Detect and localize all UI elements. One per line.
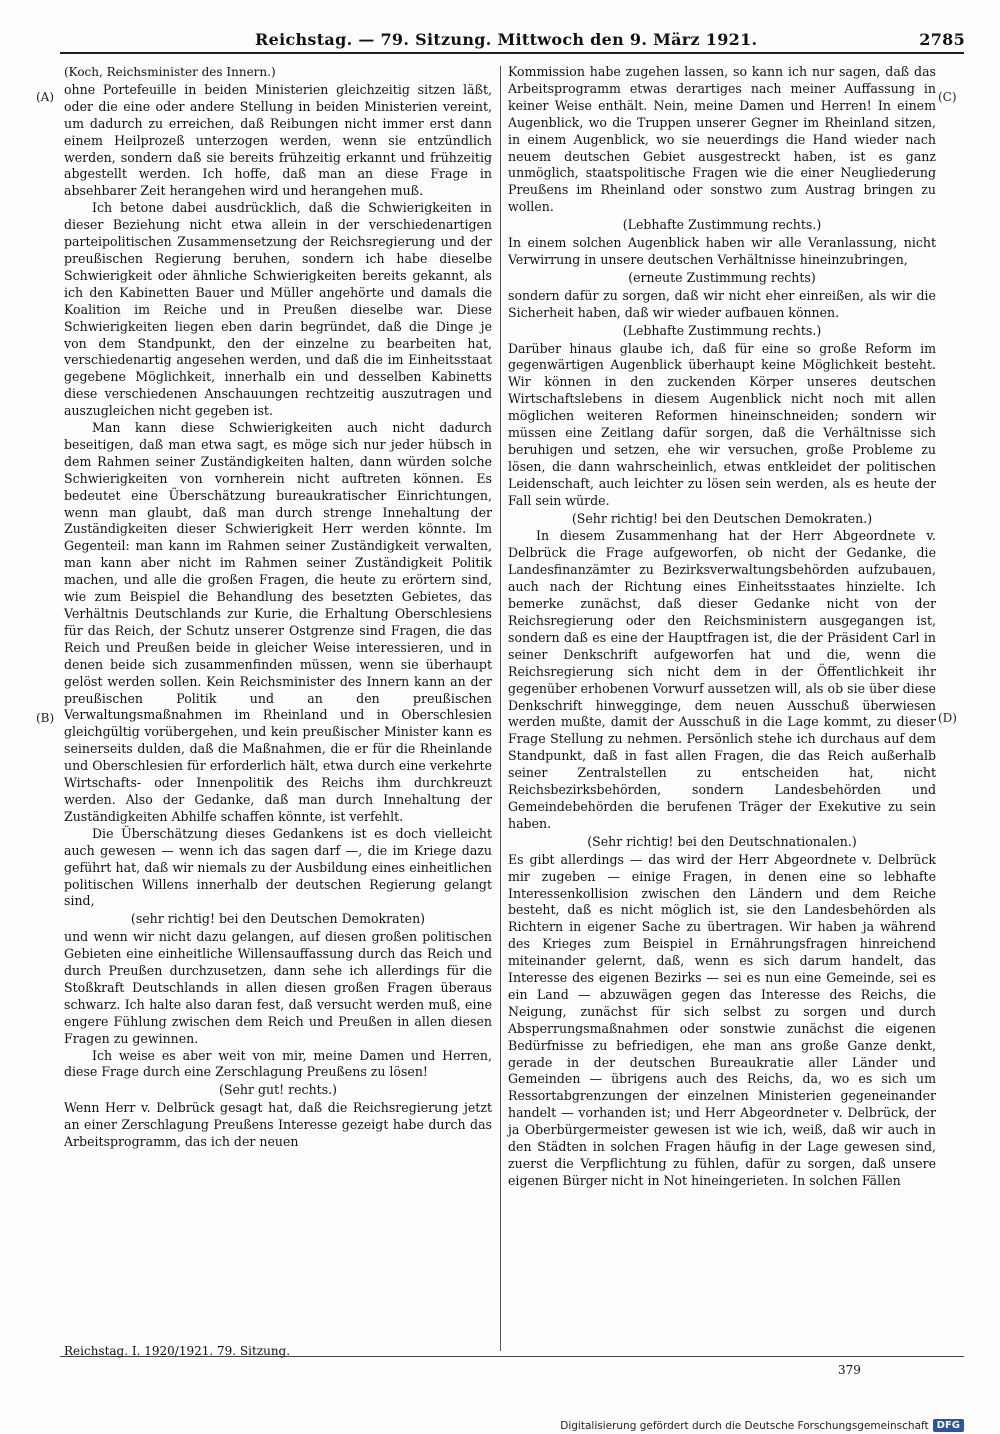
footer-page-number: 379	[838, 1363, 861, 1377]
margin-mark-b: (B)	[36, 711, 55, 725]
right-column	[508, 64, 936, 1190]
interjection: (Sehr gut! rechts.)	[218, 1082, 338, 1098]
header-page-number: 2785	[919, 30, 965, 49]
paragraph: Man kann diese Schwierigkeiten auch nicht dadurch beseitigen, daß man etwa sagt, es möge sich nur jeder hübsch in dem Rahmen seiner Zuständigkeiten halten, dann würden solche Schwierigkeiten von vornherein nicht auftreten können. Es bedeutet eine Überschätzung bureaukratischer Einrichtungen, wenn man glaubt, daß man durch strenge Innehaltung der Zuständigkeiten dieser Schwierigkeit Herr werden könnte. Im Gegenteil: man kann im Rahmen seiner Zuständigkeit verwalten, man kann aber nicht im Rahmen seiner Zuständigkeit Politik machen, und alle die großen Fragen, die heute zu erörtern sind, wie zum Beispiel die Behandlung des besetzten Gebietes, das Verhältnis Deutschlands zur Kurie, die Erhaltung Oberschlesiens für das Reich, der Schutz unserer Ostgrenze sind Fragen, die das Reich und Preußen beide in gleicher Weise interessieren, und in denen beide sich zusammenfinden müssen, wenn sie überhaupt gelöst werden sollen. Kein Reichsminister des Innern kann an der preußischen Politik und an den preußischen Verwaltungsmaßnahmen im Rheinland und in Oberschlesien gleichgültig vorübergehen, und kein preußischer Minister kann es seinerseits dulden, daß die Maßnahmen, die er für die Rheinlande und Oberschlesien für erforderlich hält, etwa durch eine verkehrte Wirtschafts- oder Innenpolitik des Reichs ihm durchkreuzt werden. Also der Gedanke, daß man durch Innehaltung der Zuständigkeiten Abhilfe schaffen könnte, ist verfehlt.	[64, 420, 492, 824]
interjection: (Sehr richtig! bei den Deutschen Demokraten.)	[571, 510, 873, 526]
paragraph: Die Überschätzung dieses Gedankens ist es doch vielleicht auch gewesen — wenn ich das sagen darf —, die im Kriege dazu geführt hat, daß wir niemals zu der Ausbildung eines einheitlichen politischen Willens innerhalb der deutschen Regierung gelangt sind,	[64, 825, 492, 909]
paragraph: Darüber hinaus glaube ich, daß für eine so große Reform im gegenwärtigen Augenblick überhaupt keine Möglichkeit besteht. Wir können in den zuckenden Körper unseres deutschen Wirtschaftslebens in diesem Augenblick nicht noch mit allen möglichen weiteren Reformen hineinschneiden; sondern wir müssen eine Zeitlang dafür sorgen, daß die Verhältnisse sich beruhigen und setzen, ehe wir versuchen, große Probleme zu lösen, die dann wahrscheinlich, etwas entkleidet der politischen Leidenschaft, auch leichter zu lösen sein werden, als es heute der Fall sein würde.	[508, 340, 936, 508]
margin-mark-d: (D)	[938, 711, 957, 725]
left-column	[64, 64, 492, 1151]
header-rule	[60, 52, 964, 54]
paragraph: In diesem Zusammenhang hat der Herr Abgeordnete v. Delbrück die Frage aufgeworfen, ob nicht der Gedanke, die Landesfinanzämter zu Bezirksverwaltungsbehörden aufzubauen, auch nach der Richtung eines Einheitsstaates hinzielte. Ich bemerke zunächst, daß dieser Gedanke nicht von der Reichsregierung oder den Reichsministern ausgegangen ist, sondern daß es eine der Hauptfragen ist, die der Präsident Carl in seiner Denkschrift aufgeworfen hat und die, wenn die Reichsregierung sich nicht dem in der Öffentlichkeit ihr gegenüber erhobenen Vorwurf aussetzen will, als ob sie über diese Denkschrift hinwegginge, dem neuen Ausschuß überwiesen werden mußte, damit der Ausschuß in die Lage kommt, zu dieser Frage Stellung zu nehmen. Persönlich stehe ich durchaus auf dem Standpunkt, daß in fast allen Fragen, die das Reich außerhalb seiner Zentralstellen zu entscheiden hat, nicht Reichsbezirksbehörden, sondern Landesbehörden und Gemeindebehörden die berufenen Träger der Exekutive zu sein haben.	[508, 528, 936, 831]
paragraph: Ich weise es aber weit von mir, meine Damen und Herren, diese Frage durch eine Zerschlagung Preußens zu lösen!	[64, 1047, 492, 1080]
digitization-text: Digitalisierung gefördert durch die Deutsche Forschungsgemeinschaft	[560, 1419, 929, 1432]
digitization-note	[560, 1419, 964, 1432]
margin-mark-a: (A)	[36, 90, 55, 104]
interjection: (Sehr richtig! bei den Deutschnationalen.)	[587, 833, 857, 849]
footer-left: Reichstag. I. 1920/1921. 79. Sitzung.	[64, 1344, 291, 1358]
dfg-logo: DFG	[933, 1419, 964, 1432]
interjection: (Lebhafte Zustimmung rechts.)	[622, 217, 822, 233]
paragraph: In einem solchen Augenblick haben wir alle Veranlassung, nicht Verwirrung in unsere deutschen Verhältnisse hineinzubringen,	[508, 235, 936, 267]
paragraph: Wenn Herr v. Delbrück gesagt hat, daß die Reichsregierung jetzt an einer Zerschlagung Preußens Interesse gezeigt habe durch das Arbeitsprogramm, das ich der neuen	[64, 1100, 492, 1150]
paragraph: Kommission habe zugehen lassen, so kann ich nur sagen, daß das Arbeitsprogramm etwas derartiges nach meiner Auffassung in keiner Weise enthält. Nein, meine Damen und Herren! In einem Augenblick, wo die Truppen unserer Gegner im Rheinland sitzen, in einem Augenblick, wo sie neuerdings die Hand wieder nach neuem deutschen Gebiet ausgestreckt haben, ist es ganz unmöglich, staatspolitische Fragen wie die einer Neugliederung Preußens im Rheinland oder sonstwo zum Austrag bringen zu wollen.	[508, 64, 936, 215]
header-title: Reichstag. — 79. Sitzung. Mittwoch den 9. März 1921.	[255, 30, 758, 49]
interjection: (sehr richtig! bei den Deutschen Demokraten)	[130, 911, 426, 927]
margin-mark-c: (C)	[938, 90, 957, 104]
paragraph: Es gibt allerdings — das wird der Herr Abgeordnete v. Delbrück mir zugeben — einige Fragen, in denen eine so lebhafte Interessenkollision zwischen den Ländern und dem Reiche besteht, daß es nicht möglich ist, sie den Landesbehörden als Richtern in eigener Sache zu übertragen. Wir haben ja während des Krieges zum Beispiel in Ernährungsfragen hinreichend miteinander gelernt, daß, wenn es sich darum handelt, das Interesse des eigenen Bezirks — sei es nun eine Gemeinde, sei es ein Land — abzuwägen gegen das Interesse des Reichs, die Neigung, zunächst für sich selbst zu sorgen und durch Absperrungsmaßnahmen oder sonstwie zunächst die eigenen Bedürfnisse zu befriedigen, ehe man ans große Ganze denkt, gerade in der deutschen Bureaukratie aller Länder und Gemeinden — übrigens auch des Reichs, da, wo es sich um Ressortabgrenzungen der einzelnen Ministerien gegeneinander handelt — vorhanden ist; und Herr Abgeordneter v. Delbrück, der ja Oberbürgermeister gewesen ist wie ich, weiß, daß wir auch in den Städten in solchen Fragen häufig in der Lage gewesen sind, zuerst die Verpflichtung zu fühlen, dafür zu sorgen, daß unsere eigenen Bürger nicht in Not hineingerieten. In solchen Fällen	[508, 851, 936, 1188]
interjection: (erneute Zustimmung rechts)	[628, 269, 816, 285]
paragraph: und wenn wir nicht dazu gelangen, auf diesen großen politischen Gebieten eine einheitliche Willensauffassung durch das Reich und durch Preußen durchzusetzen, dann sehe ich allerdings für die Stoßkraft Deutschlands in allen diesen großen Fragen überaus schwarz. Ich halte also daran fest, daß versucht werden muß, eine engere Fühlung zwischen dem Reich und Preußen in allen diesen Fragen zu gewinnen.	[64, 929, 492, 1046]
interjection: (Lebhafte Zustimmung rechts.)	[622, 322, 822, 338]
speaker-line: (Koch, Reichsminister des Innern.)	[64, 65, 276, 79]
paragraph: sondern dafür zu sorgen, daß wir nicht eher einreißen, als wir die Sicherheit haben, daß wir wieder aufbauen können.	[508, 287, 936, 320]
column-divider	[500, 66, 501, 1351]
paragraph: Ich betone dabei ausdrücklich, daß die Schwierigkeiten in dieser Beziehung nicht etwa allein in der verschiedenartigen parteipolitischen Zusammensetzung der Reichsregierung und der preußischen Regierung beruhen, sondern ich habe dieselbe Schwierigkeit oder ähnliche Schwierigkeiten bereits gekannt, als ich den Kabinetten Bauer und Müller angehörte und damals die Koalition im Reiche und in Preußen dieselbe war. Diese Schwierigkeiten liegen eben darin begründet, daß die Dinge je von dem Standpunkt, den der einzelne zu bearbeiten hat, verschiedenartig angesehen werden, und daß die im Einheitsstaat gegebene Möglichkeit, innerhalb ein und desselben Kabinetts diese verschiedenen Anschauungen rechtzeitig auszutragen und auszugleichen nicht gegeben ist.	[64, 200, 492, 419]
paragraph: ohne Portefeuille in beiden Ministerien gleichzeitig sitzen läßt, oder die eine oder andere Stellung in beiden Ministerien vereint, um dadurch zu erreichen, daß Reibungen nicht immer erst dann einem Heilprozeß unterzogen werden, wenn sie entzündlich werden, sondern daß sie bereits frühzeitig erkannt und frühzeitig abgestellt werden. Ich hoffe, daß man an diese Frage in absehbarer Zeit herangehen wird und herangehen muß.	[64, 81, 492, 199]
